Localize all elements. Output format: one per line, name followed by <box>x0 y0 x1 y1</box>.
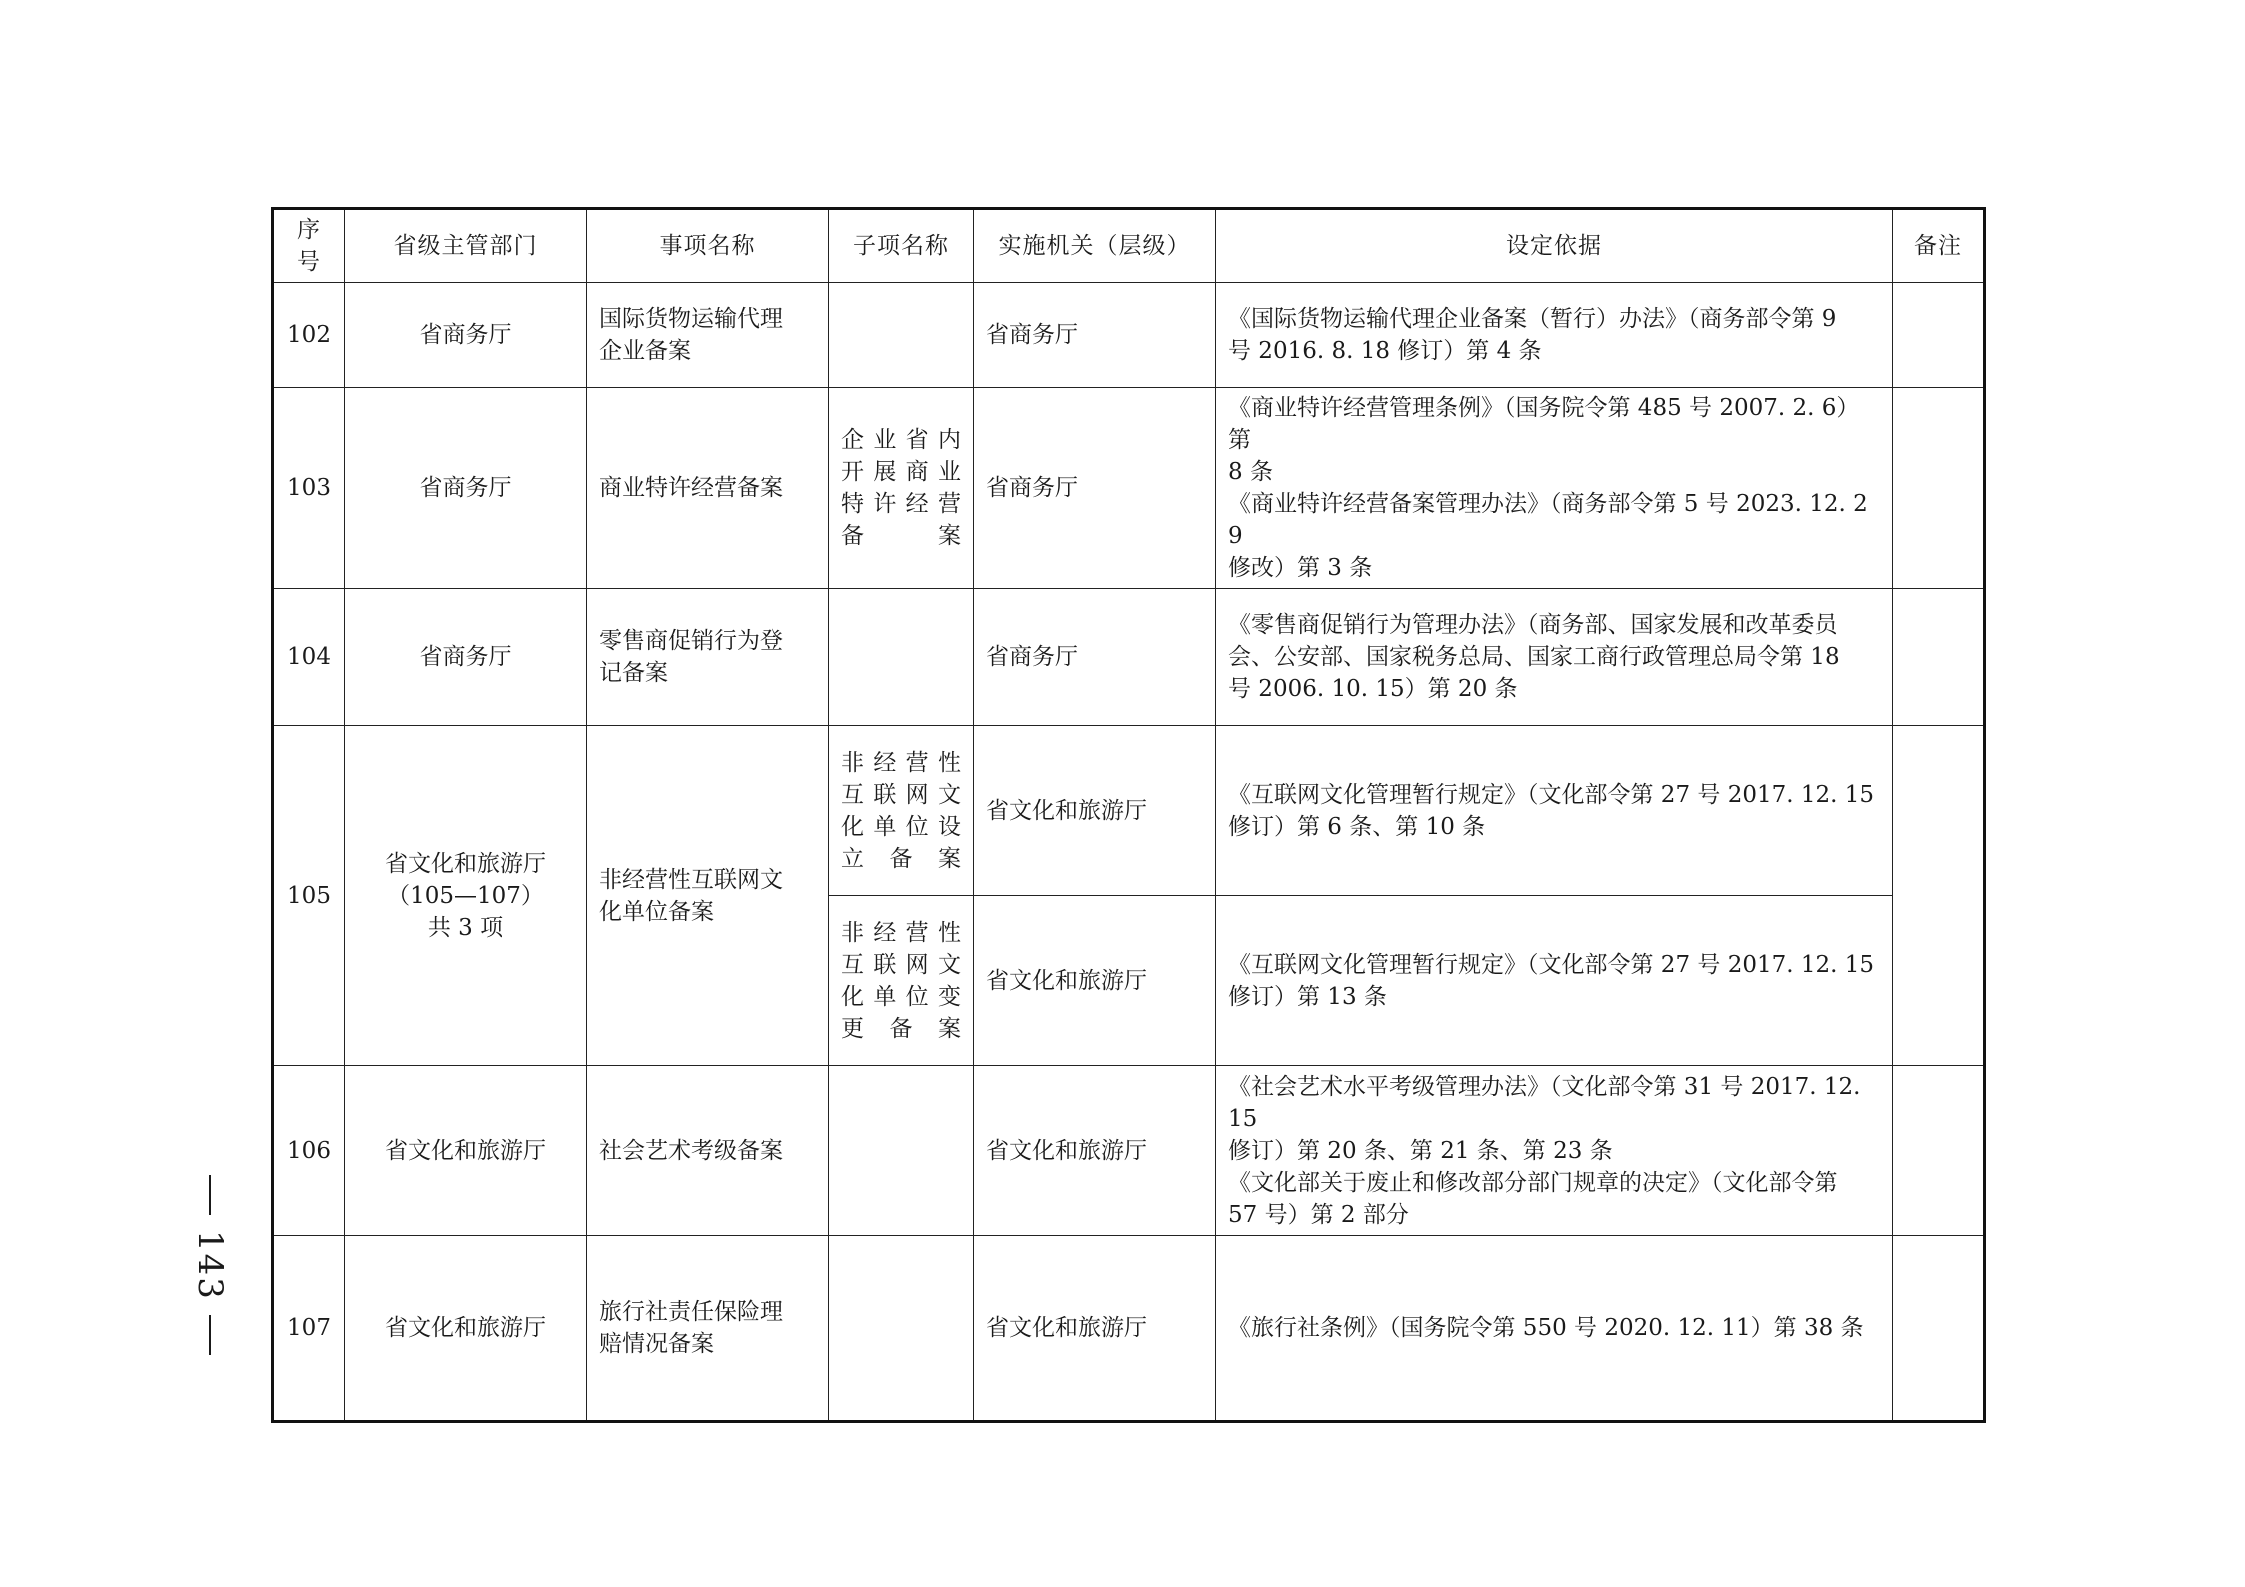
sub-line: 更备案 <box>841 1015 961 1042</box>
cell-num: 104 <box>273 589 345 726</box>
basis-line: 修订）第 13 条 <box>1228 983 1387 1010</box>
basis-line: 修改）第 3 条 <box>1228 555 1373 581</box>
basis-line: 修订）第 6 条、第 10 条 <box>1228 813 1486 840</box>
cell-agency: 省文化和旅游厅 <box>974 726 1216 896</box>
item-line: 零售商促销行为登 <box>599 628 783 654</box>
table-row <box>273 726 1985 896</box>
cell-agency: 省商务厅 <box>974 388 1216 589</box>
page-number-bottom-dash <box>209 1315 211 1355</box>
header-num: 序号 <box>273 209 345 283</box>
basis-line: 《互联网文化管理暂行规定》（文化部令第 27 号 2017. 12. 15 <box>1228 951 1875 978</box>
header-sub: 子项名称 <box>829 209 974 283</box>
cell-dept: 省文化和旅游厅 <box>345 1066 587 1236</box>
cell-basis <box>1216 726 1893 896</box>
cell-item <box>587 1236 829 1422</box>
sub-line: 开展商业 <box>841 459 961 485</box>
item-line: 国际货物运输代理 <box>599 306 783 332</box>
basis-line: 57 号）第 2 部分 <box>1228 1201 1409 1228</box>
item-line: 记备案 <box>599 660 668 686</box>
cell-dept: 省文化和旅游厅 <box>345 1236 587 1422</box>
header-item: 事项名称 <box>587 209 829 283</box>
item-line: 社会艺术考级备案 <box>599 1137 783 1164</box>
page-number-text: 143 <box>190 1229 230 1301</box>
dept-line: 省文化和旅游厅 <box>385 850 546 877</box>
basis-line: 《商业特许经营备案管理办法》（商务部令第 5 号 2023. 12. 29 <box>1228 491 1868 549</box>
cell-basis <box>1216 896 1893 1066</box>
cell-sub <box>829 1236 974 1422</box>
dept-line: 共 3 项 <box>427 914 504 941</box>
header-agency: 实施机关（层级） <box>974 209 1216 283</box>
cell-agency: 省文化和旅游厅 <box>974 1066 1216 1236</box>
table-row <box>273 1236 1985 1422</box>
item-line: 赔情况备案 <box>599 1331 714 1357</box>
table-row <box>273 283 1985 388</box>
cell-note <box>1893 1066 1985 1236</box>
cell-sub <box>829 283 974 388</box>
page-number-top-dash <box>209 1175 211 1215</box>
sub-line: 化单位变 <box>841 983 961 1010</box>
basis-line: 8 条 <box>1228 459 1273 485</box>
cell-item <box>587 1066 829 1236</box>
cell-agency: 省商务厅 <box>974 589 1216 726</box>
cell-item <box>587 589 829 726</box>
cell-item <box>587 388 829 589</box>
basis-line: 《商业特许经营管理条例》（国务院令第 485 号 2007. 2. 6）第 <box>1228 395 1860 453</box>
cell-dept: 省商务厅 <box>345 283 587 388</box>
cell-sub <box>829 1066 974 1236</box>
table-row <box>273 1066 1985 1236</box>
sub-line: 化单位设 <box>841 813 961 840</box>
sub-line: 非经营性 <box>841 749 961 776</box>
basis-line: 号 2016. 8. 18 修订）第 4 条 <box>1228 338 1542 364</box>
cell-basis <box>1216 589 1893 726</box>
table-header-row <box>273 209 1985 283</box>
cell-dept: 省商务厅 <box>345 388 587 589</box>
basis-line: 《互联网文化管理暂行规定》（文化部令第 27 号 2017. 12. 15 <box>1228 781 1875 808</box>
cell-dept <box>345 726 587 1066</box>
cell-note <box>1893 726 1985 1066</box>
item-line: 化单位备案 <box>599 898 714 925</box>
item-line: 非经营性互联网文 <box>599 866 783 893</box>
dept-line: （105—107） <box>387 882 544 909</box>
cell-num: 107 <box>273 1236 345 1422</box>
header-dept: 省级主管部门 <box>345 209 587 283</box>
item-line: 企业备案 <box>599 338 691 364</box>
cell-sub <box>829 388 974 589</box>
basis-line: 《社会艺术水平考级管理办法》（文化部令第 31 号 2017. 12. 15 <box>1228 1073 1861 1132</box>
cell-agency: 省文化和旅游厅 <box>974 1236 1216 1422</box>
item-line: 旅行社责任保险理 <box>599 1299 783 1325</box>
sub-line: 非经营性 <box>841 919 961 946</box>
cell-sub <box>829 726 974 896</box>
sub-line: 互联网文 <box>841 951 961 978</box>
cell-num: 106 <box>273 1066 345 1236</box>
basis-line: 号 2006. 10. 15）第 20 条 <box>1228 676 1518 702</box>
sub-line: 企业省内 <box>841 427 961 453</box>
table-row <box>273 388 1985 589</box>
cell-note <box>1893 1236 1985 1422</box>
sub-line: 立备案 <box>841 845 961 872</box>
cell-basis <box>1216 388 1893 589</box>
basis-line: 《文化部关于废止和修改部分部门规章的决定》（文化部令第 <box>1228 1169 1838 1196</box>
cell-note <box>1893 283 1985 388</box>
sub-line: 特许经营 <box>841 491 961 517</box>
basis-line: 《零售商促销行为管理办法》（商务部、国家发展和改革委员 <box>1228 612 1838 638</box>
basis-line: 《国际货物运输代理企业备案（暂行）办法》（商务部令第 9 <box>1228 306 1837 332</box>
basis-line: 修订）第 20 条、第 21 条、第 23 条 <box>1228 1137 1613 1164</box>
basis-line: 《旅行社条例》（国务院令第 550 号 2020. 12. 11）第 38 条 <box>1228 1315 1864 1341</box>
cell-basis <box>1216 1066 1893 1236</box>
header-basis: 设定依据 <box>1216 209 1893 283</box>
page-number <box>180 1175 240 1355</box>
sub-line: 互联网文 <box>841 781 961 808</box>
table-row <box>273 589 1985 726</box>
cell-basis <box>1216 283 1893 388</box>
cell-agency: 省文化和旅游厅 <box>974 896 1216 1066</box>
cell-num: 102 <box>273 283 345 388</box>
item-line: 商业特许经营备案 <box>599 475 783 501</box>
cell-num: 103 <box>273 388 345 589</box>
header-note: 备注 <box>1893 209 1985 283</box>
cell-sub <box>829 589 974 726</box>
cell-sub <box>829 896 974 1066</box>
cell-note <box>1893 589 1985 726</box>
cell-basis <box>1216 1236 1893 1422</box>
basis-line: 会、公安部、国家税务总局、国家工商行政管理总局令第 18 <box>1228 644 1840 670</box>
sub-line: 备案 <box>841 523 961 549</box>
filing-items-table <box>271 207 1986 1423</box>
cell-num: 105 <box>273 726 345 1066</box>
cell-dept: 省商务厅 <box>345 589 587 726</box>
cell-item <box>587 726 829 1066</box>
cell-note <box>1893 388 1985 589</box>
cell-item <box>587 283 829 388</box>
cell-agency: 省商务厅 <box>974 283 1216 388</box>
